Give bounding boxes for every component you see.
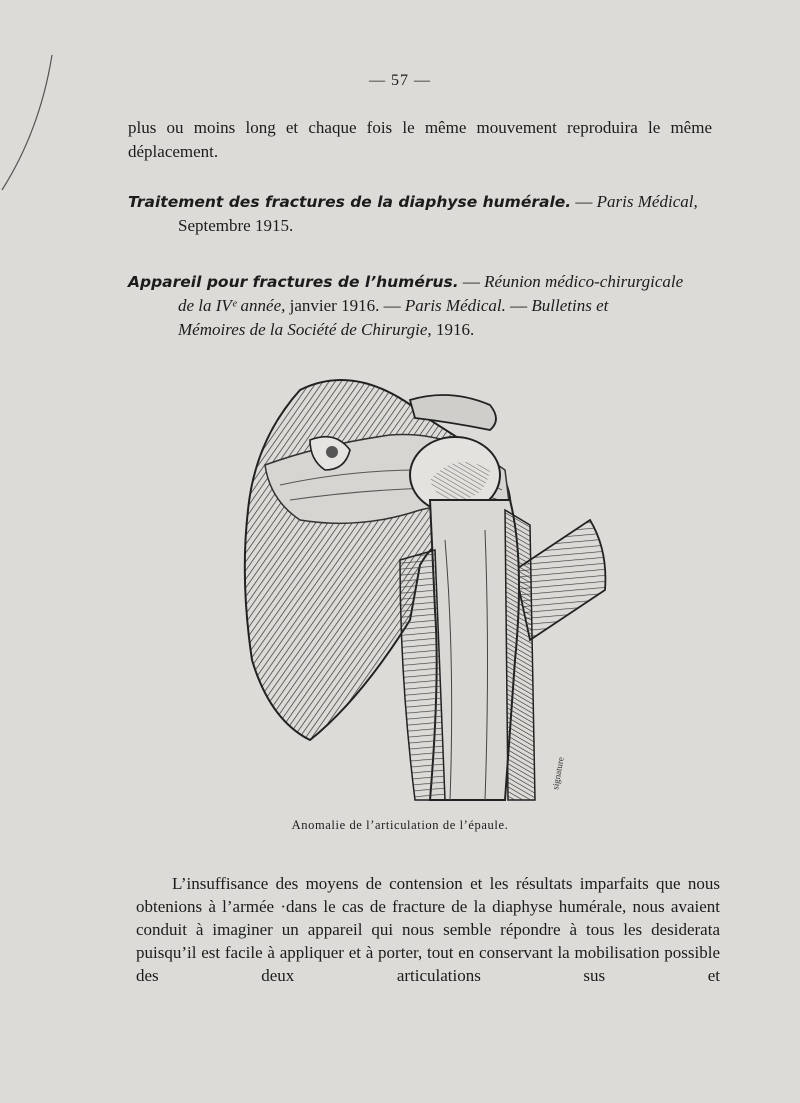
paragraph-bottom: L’insuffisance des moyens de contension et les résultats imparfaits que nous obtenions à l’armée ·dans le cas de fracture de la diaphyse humérale, nous avaient conduit à imaginer un appareil qui nous semble répondre à tous les desiderata puisqu’il est facile à appliquer et à porter, tout en conservant la mobilisation possible des deux articulations sus et	[136, 874, 720, 985]
reference-2-line2-d: —	[505, 296, 532, 315]
reference-1-title: Traitement des fractures de la diaphyse humérale.	[128, 193, 572, 211]
reference-2-line2-b: janvier 1916. —	[285, 296, 405, 315]
reference-2-line3	[128, 318, 712, 342]
brachialis-muscle	[505, 510, 535, 800]
reference-2-line2	[128, 294, 712, 318]
page-number: — 57 —	[369, 72, 431, 89]
reference-2-title: Appareil pour fractures de l’humérus.	[128, 273, 459, 291]
shoulder-illustration	[240, 360, 610, 805]
paragraph-top: plus ou moins long et chaque fois le même mouvement reproduira le même déplacement.	[128, 118, 712, 161]
reference-1-source: Paris Médical,	[596, 192, 698, 211]
figure-caption: Anomalie de l’articulation de l’épaule.	[291, 818, 509, 832]
scan-edge-mark	[0, 0, 60, 200]
reference-2-line3-b: 1916.	[431, 320, 475, 339]
reference-2-line2-e: Bulletins et	[531, 296, 609, 315]
reference-1	[128, 190, 712, 238]
reference-2	[128, 270, 712, 342]
reference-1-sep: —	[571, 192, 597, 211]
reference-2-line2-c: Paris Médical.	[404, 296, 506, 315]
reference-2-source: Réunion médico-chirurgicale	[484, 272, 684, 291]
reference-2-line3-a: Mémoires de la Société de Chirurgie,	[178, 320, 432, 339]
reference-2-line2-a: de la IVᵉ année,	[178, 296, 286, 315]
artist-signature: signature	[550, 756, 566, 791]
reference-1-date: Septembre 1915.	[178, 216, 294, 235]
reference-2-sep: —	[458, 272, 485, 291]
